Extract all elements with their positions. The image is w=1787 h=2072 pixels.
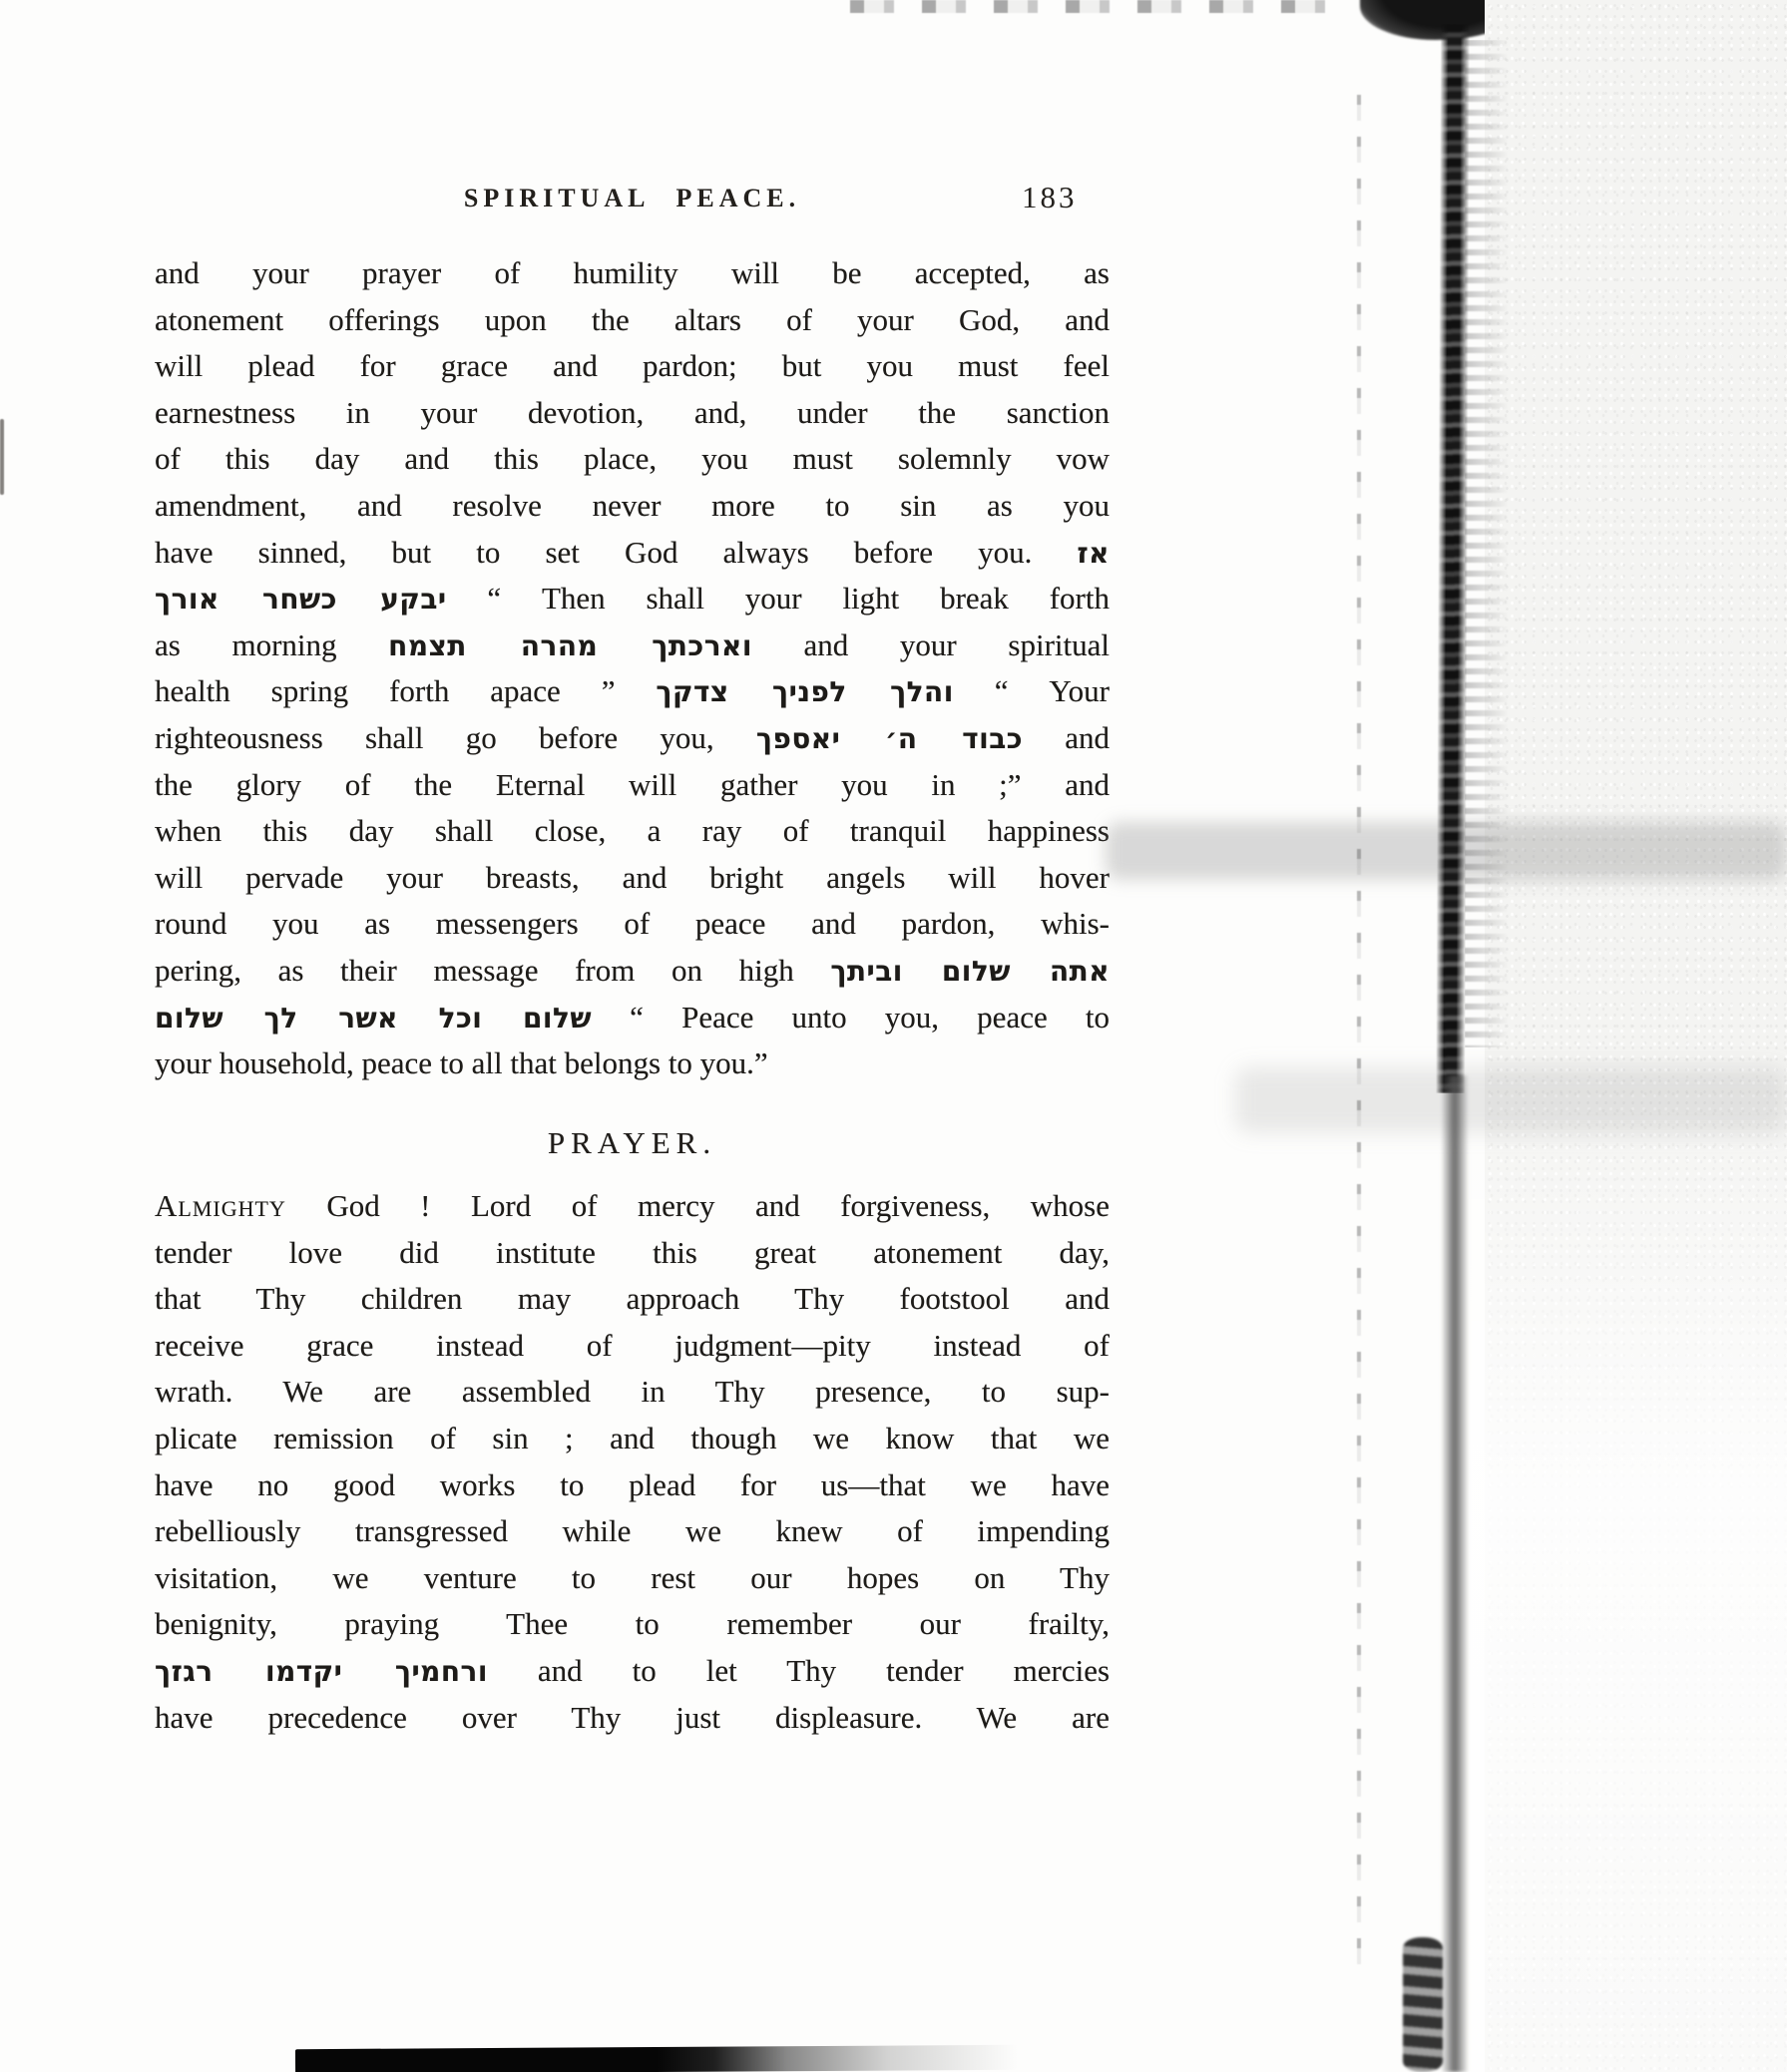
text-line [155, 576, 1110, 622]
text-segment: visitation, we venture to rest our hopes on Thy [155, 1559, 1110, 1595]
text-line [155, 1276, 1110, 1323]
text-line [155, 901, 1110, 948]
text-segment: receive grace instead of judgment—pity instead of [155, 1327, 1110, 1363]
text-line [155, 1462, 1110, 1509]
text-segment: “ Then shall your light break forth [487, 581, 1110, 617]
scan-black-band-bottom [295, 2045, 1018, 2072]
text-line [155, 343, 1110, 390]
text-segment: pering, as their message from on high [155, 952, 794, 988]
text-segment: of this day and this place, you must solemnly vow [155, 441, 1110, 477]
hebrew-phrase: ורחמיך יקדמו רגזך [155, 1654, 488, 1688]
text-segment: “ Peace unto you, peace to [630, 999, 1110, 1035]
page-edge-bottom-shadow [1403, 1937, 1443, 2072]
hebrew-phrase: אתה שלום וביתך [830, 954, 1111, 988]
page-edge-speckle [1465, 40, 1509, 1047]
text-line [155, 1555, 1110, 1602]
hebrew-phrase: יבקע כשחר אורך [155, 583, 447, 617]
text-segment: and your spiritual [803, 626, 1110, 662]
text-line [155, 855, 1110, 902]
hebrew-phrase: אז [1077, 536, 1110, 570]
hebrew-phrase: שלום וכל אשר לך שלום [155, 1001, 592, 1035]
scan-gray-band-lower [1235, 1067, 1787, 1133]
text-segment: have precedence over Thy just displeasure. We are [155, 1699, 1110, 1735]
paragraph-1 [155, 250, 1110, 1087]
text-line [155, 297, 1110, 344]
text-line [155, 668, 1110, 715]
scan-smudge-top-dashes [850, 0, 1349, 13]
text-line [155, 948, 1110, 995]
text-line [155, 1369, 1110, 1416]
text-line [155, 715, 1110, 762]
text-segment: will pervade your breasts, and bright angels will hover [155, 859, 1110, 895]
text-segment: will plead for grace and pardon; but you must feel [155, 348, 1110, 384]
text-line [155, 250, 1110, 297]
text-line [155, 1416, 1110, 1462]
text-line [155, 530, 1110, 577]
text-line [155, 436, 1110, 483]
text-segment: as morning [155, 626, 337, 662]
text-segment: and your prayer of humility will be accepted, as [155, 255, 1110, 290]
prayer-paragraph [155, 1183, 1110, 1741]
page-edge-faint-line [1357, 95, 1361, 1975]
lead-small-caps: Almighty [155, 1188, 286, 1223]
text-line [155, 622, 1110, 669]
text-line [155, 1230, 1110, 1277]
text-line [155, 808, 1110, 855]
text-line [155, 995, 1110, 1041]
text-line [155, 1648, 1110, 1695]
text-segment: tender love did institute this great atonement day, [155, 1234, 1110, 1270]
text-segment: your household, peace to all that belongs to you.” [155, 1045, 768, 1081]
text-segment: and [1065, 719, 1110, 755]
text-line [155, 762, 1110, 809]
hebrew-phrase: והלך לפניך צדקך [656, 675, 954, 709]
text-segment: the glory of the Eternal will gather you in ;” and [155, 766, 1110, 802]
hebrew-phrase: כבוד ה׳ יאספך [755, 721, 1023, 755]
text-segment: that Thy children may approach Thy footstool and [155, 1281, 1110, 1317]
text-line [155, 1040, 1110, 1087]
text-segment: atonement offerings upon the altars of your God, and [155, 301, 1110, 337]
text-line [155, 1508, 1110, 1555]
text-line [155, 1601, 1110, 1648]
text-segment: have no good works to plead for us—that we have [155, 1466, 1110, 1502]
text-segment: have sinned, but to set God always before you. [155, 534, 1033, 570]
text-segment: amendment, and resolve never more to sin as you [155, 487, 1110, 523]
text-segment: health spring forth apace ” [155, 673, 616, 709]
text-segment: and to let Thy tender mercies [537, 1652, 1111, 1688]
text-segment: rebelliously transgressed while we knew of impending [155, 1513, 1110, 1549]
text-line [155, 1695, 1110, 1742]
scan-left-edge-mark [0, 419, 4, 495]
text-segment: “ Your [994, 673, 1111, 709]
text-line [155, 1323, 1110, 1370]
text-segment: God ! Lord of mercy and forgiveness, whose [326, 1188, 1110, 1223]
running-header: SPIRITUAL PEACE. [463, 184, 801, 212]
texture-fade-overlay [1469, 0, 1787, 2072]
text-line [155, 483, 1110, 530]
text-segment: benignity, praying Thee to remember our frailty, [155, 1606, 1110, 1642]
text-line [155, 1183, 1110, 1230]
text-segment: plicate remission of sin ; and though we know that we [155, 1420, 1110, 1455]
text-line [155, 390, 1110, 437]
text-segment: wrath. We are assembled in Thy presence, to sup- [155, 1374, 1110, 1410]
hebrew-phrase: וארכתך מהרה תצמח [388, 628, 752, 662]
page-number: 183 [1022, 180, 1078, 214]
text-segment: earnestness in your devotion, and, under the sanction [155, 394, 1110, 430]
text-segment: round you as messengers of peace and pardon, whis- [155, 906, 1110, 942]
text-segment: righteousness shall go before you, [155, 719, 714, 755]
prayer-heading: PRAYER. [547, 1125, 717, 1160]
text-segment: when this day shall close, a ray of tranquil happiness [155, 813, 1110, 849]
page-edge-smooth-line [1441, 1075, 1469, 2072]
